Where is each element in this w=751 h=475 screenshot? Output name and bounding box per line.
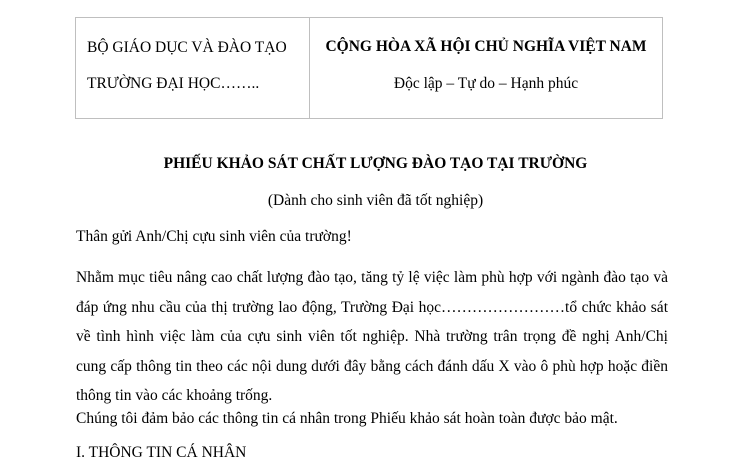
national-heading-cell (310, 18, 663, 119)
greeting-line: Thân gửi Anh/Chị cựu sinh viên của trường! (76, 228, 352, 245)
ministry-name: BỘ GIÁO DỤC VÀ ĐÀO TẠO (87, 39, 287, 56)
issuer-cell (76, 18, 310, 119)
section-heading-personal-info: I. THÔNG TIN CÁ NHÂN (76, 444, 247, 461)
national-motto: Độc lập – Tự do – Hạnh phúc (393, 75, 579, 92)
privacy-statement: Chúng tôi đảm bảo các thông tin cá nhân trong Phiếu khảo sát hoàn toàn được bảo mật. (76, 410, 618, 427)
country-name: CỘNG HÒA XÃ HỘI CHỦ NGHĨA VIỆT NAM (325, 38, 647, 55)
document-subtitle: (Dành cho sinh viên đã tốt nghiệp) (267, 192, 484, 209)
document-header-table (75, 17, 663, 119)
intro-paragraph: Nhằm mục tiêu nâng cao chất lượng đào tạo, tăng tỷ lệ việc làm phù hợp với ngành đào tạo và đáp ứng nhu cầu của thị trường lao động, Trường Đại học……………………tổ chức khảo sát về tình hình việc làm của cựu sinh viên tốt nghiệp. Nhà trường trân trọng đề nghị Anh/Chị cung cấp thông tin theo các nội dung dưới đây bằng cách đánh dấu X vào ô phù hợp hoặc điền thông tin vào các khoảng trống. (76, 269, 668, 404)
school-name: TRƯỜNG ĐẠI HỌC…….. (87, 75, 260, 92)
document-title: PHIẾU KHẢO SÁT CHẤT LƯỢNG ĐÀO TẠO TẠI TRƯỜNG (163, 155, 588, 172)
